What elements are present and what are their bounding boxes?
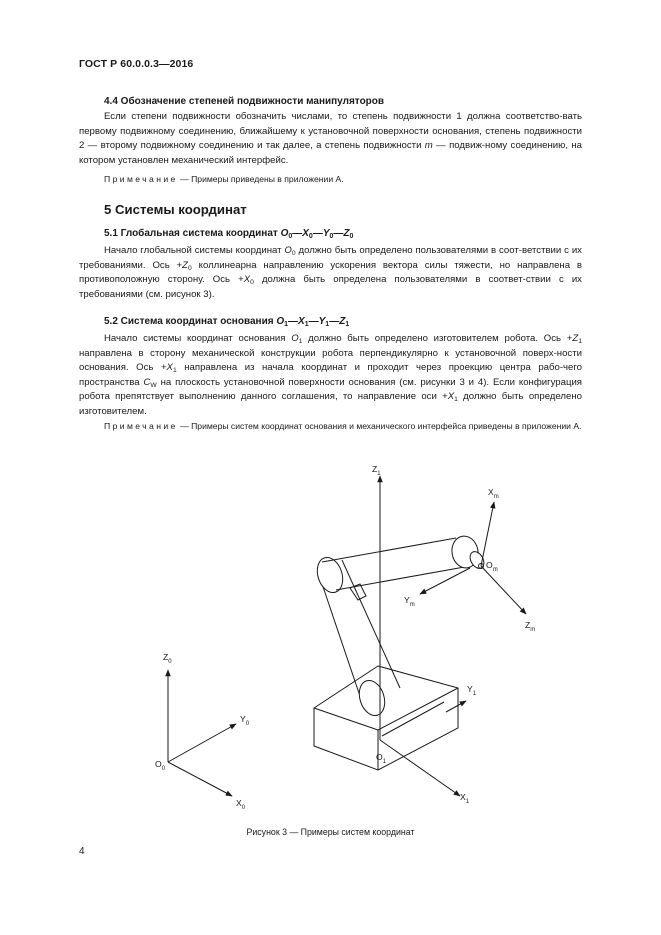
- text-run: Начало системы координат основания: [104, 333, 292, 344]
- heading-subscript: 0: [308, 233, 313, 240]
- text-run: Если степени подвижности обозначить числами, то степень подвижности 1 должна соответство-вать первому подвижному соединению, ближайшему к установочной поверхности основания, степень подвижности 2 — второму подвижному соединению и так далее, а степень подвижности: [79, 111, 582, 152]
- standard-header: ГОСТ Р 60.0.0.3—2016: [79, 58, 194, 70]
- heading-subscript: 0: [329, 233, 334, 240]
- subscript: 1: [578, 338, 582, 345]
- heading-symbol: O: [280, 228, 289, 239]
- zm-label: $Z_m$: [525, 620, 536, 633]
- symbol: Z: [182, 259, 189, 271]
- subscript: 1: [454, 396, 458, 404]
- z0-label: $Z_0$: [163, 652, 172, 665]
- heading-text: 5.2 Система координат основания: [104, 316, 277, 327]
- heading-subscript: 0: [288, 233, 293, 240]
- heading-dash: —: [308, 316, 319, 327]
- text-run: на плоскость установочной поверхности основания (см. рисунки 3 и 4). Если конфигурация робота препятствует выполнению данного соглашения, то направление оси +: [79, 376, 582, 403]
- subscript: W: [150, 381, 157, 389]
- robot-upper-arm: [322, 534, 487, 590]
- xm-axis: [481, 502, 494, 566]
- heading-symbol: Z: [339, 316, 346, 327]
- heading-subscript: 1: [325, 321, 330, 328]
- section-5-2-heading: [104, 316, 349, 327]
- text-run: m: [424, 140, 433, 152]
- heading-dash: —: [288, 316, 299, 327]
- heading-symbol: O: [276, 316, 285, 327]
- text-run: должно быть определено изготовителем робота. Ось +: [302, 333, 573, 344]
- o0-label: $O_0$: [155, 759, 166, 772]
- symbol: X: [243, 274, 251, 286]
- x1-label: $X_1$: [460, 792, 470, 805]
- z1-label: $Z_1$: [372, 464, 381, 477]
- text-run: направлена из начала координат и проходит через проекцию центра рабо-чего пространства: [79, 362, 582, 388]
- heading-subscript: 0: [349, 233, 354, 240]
- subscript: 1: [172, 367, 177, 375]
- text-run: — подвиж-ному соединению, на котором установлен механический интерфейс.: [79, 140, 582, 166]
- om-label: $O_m$: [486, 560, 498, 573]
- x0-label: $X_0$: [236, 798, 246, 811]
- note-label: Примечание: [104, 421, 178, 431]
- y0-axis: [168, 724, 236, 762]
- subscript: 0: [188, 264, 192, 272]
- section-5-2-note: [79, 420, 582, 432]
- heading-symbol: Y: [318, 316, 326, 327]
- robot-base: [314, 666, 458, 770]
- text-run: направлена в сторону механической конструкции робота перпендикулярно к установочной поверх-ности основания. Ось +: [79, 347, 582, 374]
- ym-axis: [420, 568, 470, 594]
- ym-label: $Y_m$: [404, 595, 415, 608]
- o1-label: $O_1$: [376, 752, 387, 765]
- section-5-heading: 5 Системы координат: [104, 202, 247, 217]
- heading-symbol: X: [298, 316, 305, 327]
- section-5-1-paragraph: [79, 244, 582, 302]
- heading-subscript: 1: [345, 321, 350, 328]
- symbol: X: [166, 362, 173, 374]
- robot-coordinate-figure: [0, 440, 661, 820]
- text-run: должно быть определено изготовителем.: [79, 391, 582, 417]
- text-run: должно быть определено пользователями в соот-ветствии с их требованиями. Ось +: [79, 245, 582, 271]
- section-5-2-paragraph: [79, 332, 582, 420]
- heading-symbol: X: [302, 228, 309, 239]
- heading-symbol: Z: [343, 228, 350, 239]
- heading-dash: —: [292, 228, 303, 239]
- heading-dash: —: [329, 316, 340, 327]
- note-label: Примечание: [104, 174, 178, 184]
- symbol: X: [447, 391, 455, 403]
- subscript: 1: [298, 338, 303, 345]
- heading-dash: —: [312, 228, 323, 239]
- text-run: Начало глобальной системы координат: [104, 245, 285, 256]
- section-4-4-heading: 4.4 Обозначение степеней подвижности манипуляторов: [104, 96, 385, 107]
- figure-caption: Рисунок 3 — Примеры систем координат: [246, 827, 415, 837]
- heading-symbol: Y: [322, 228, 330, 239]
- note-text: — Примеры систем координат основания и механического интерфейса приведены в приложении А.: [177, 421, 582, 431]
- section-4-4-note: [79, 173, 582, 185]
- heading-dash: —: [333, 228, 344, 239]
- text-run: должна быть определена пользователями в соответ-ствии с их требованиями (см. рисунок 3).: [79, 274, 582, 300]
- xm-label: $X_m$: [488, 487, 499, 500]
- symbol: C: [143, 376, 151, 388]
- subscript: 0: [250, 279, 254, 287]
- heading-text: 5.1 Глобальная система координат: [104, 228, 281, 239]
- section-4-4-paragraph: [79, 110, 582, 168]
- heading-subscript: 1: [284, 321, 289, 328]
- symbol: O: [284, 245, 292, 256]
- page-number: 4: [79, 846, 85, 857]
- y1-label: $Y_1$: [467, 684, 477, 697]
- section-5-1-heading: [104, 228, 353, 239]
- heading-subscript: 1: [304, 321, 309, 328]
- symbol: Z: [572, 333, 579, 344]
- subscript: 0: [291, 250, 296, 257]
- zm-axis: [481, 566, 526, 614]
- text-run: коллинеарна направлению ускорения вектора силы тяжести, но направлена в противоположную сторону. Ось +: [79, 259, 582, 286]
- symbol: O: [291, 333, 299, 344]
- note-text: — Примеры приведены в приложении А.: [177, 174, 344, 184]
- x0-axis: [168, 762, 232, 796]
- y0-label: $Y_0$: [240, 714, 250, 727]
